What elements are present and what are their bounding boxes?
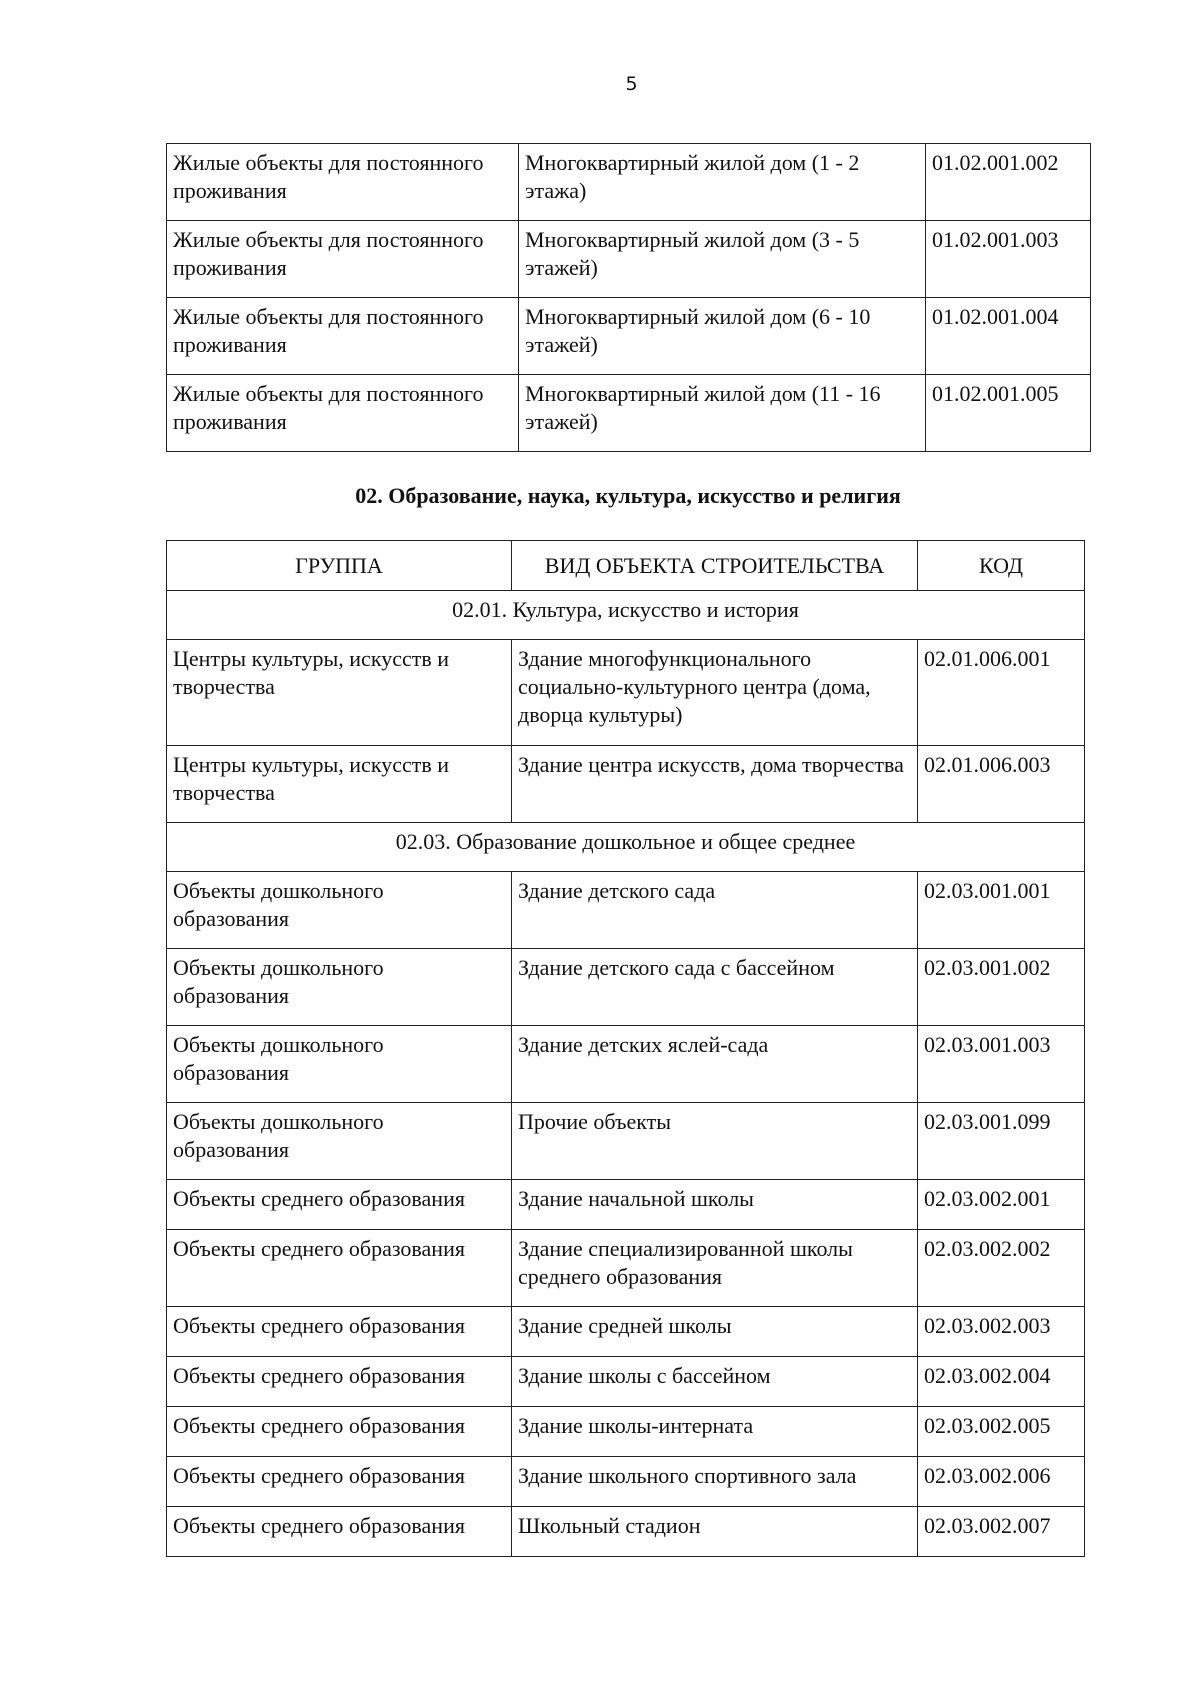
- subgroup-row: [167, 823, 1085, 872]
- group-cell: Объекты среднего образования: [167, 1507, 512, 1557]
- table-row: [167, 1507, 1085, 1557]
- group-cell: Объекты среднего образования: [167, 1457, 512, 1507]
- object-type-cell: Здание школы-интерната: [512, 1407, 918, 1457]
- object-type-cell: Прочие объекты: [512, 1103, 918, 1180]
- table-row: [167, 1357, 1085, 1407]
- education-objects-table: [166, 540, 1085, 1557]
- table-row: [167, 1230, 1085, 1307]
- group-cell: Центры культуры, искусств и творчества: [167, 746, 512, 823]
- group-cell: Объекты дошкольного образования: [167, 1103, 512, 1180]
- group-cell: Жилые объекты для постоянного проживания: [167, 144, 519, 221]
- table-row: [167, 1307, 1085, 1357]
- code-cell: 02.03.002.007: [918, 1507, 1085, 1557]
- object-type-cell: Здание школьного спортивного зала: [512, 1457, 918, 1507]
- group-cell: Объекты дошкольного образования: [167, 949, 512, 1026]
- table-row: [167, 1457, 1085, 1507]
- group-cell: Жилые объекты для постоянного проживания: [167, 221, 519, 298]
- table-row: [167, 640, 1085, 746]
- group-cell: Объекты дошкольного образования: [167, 872, 512, 949]
- code-cell: 02.03.001.001: [918, 872, 1085, 949]
- object-type-cell: Здание специализированной школы среднего образования: [512, 1230, 918, 1307]
- code-cell: 02.01.006.001: [918, 640, 1085, 746]
- table-row: [167, 872, 1085, 949]
- code-cell: 02.03.001.003: [918, 1026, 1085, 1103]
- group-cell: Объекты среднего образования: [167, 1407, 512, 1457]
- code-cell: 01.02.001.003: [926, 221, 1091, 298]
- code-cell: 01.02.001.005: [926, 375, 1091, 452]
- subgroup-row: [167, 591, 1085, 640]
- table-row: [167, 221, 1091, 298]
- object-type-cell: Многоквартирный жилой дом (3 - 5 этажей): [519, 221, 926, 298]
- table-header-row: [167, 541, 1085, 591]
- table-row: [167, 1407, 1085, 1457]
- code-cell: 02.03.002.006: [918, 1457, 1085, 1507]
- group-cell: Объекты среднего образования: [167, 1357, 512, 1407]
- group-cell: Объекты среднего образования: [167, 1180, 512, 1230]
- subgroup-heading-culture: 02.01. Культура, искусство и история: [167, 591, 1085, 640]
- object-type-cell: Здание детских яслей-сада: [512, 1026, 918, 1103]
- object-type-cell: Многоквартирный жилой дом (6 - 10 этажей): [519, 298, 926, 375]
- page-number: 5: [625, 73, 638, 95]
- object-type-cell: Здание центра искусств, дома творчества: [512, 746, 918, 823]
- table-row: [167, 1026, 1085, 1103]
- object-type-cell: Здание начальной школы: [512, 1180, 918, 1230]
- object-type-cell: Здание школы с бассейном: [512, 1357, 918, 1407]
- code-cell: 02.03.001.002: [918, 949, 1085, 1026]
- code-cell: 02.01.006.003: [918, 746, 1085, 823]
- column-header-code: КОД: [918, 541, 1085, 591]
- code-cell: 02.03.002.004: [918, 1357, 1085, 1407]
- object-type-cell: Здание детского сада: [512, 872, 918, 949]
- code-cell: 02.03.002.003: [918, 1307, 1085, 1357]
- object-type-cell: Здание детского сада с бассейном: [512, 949, 918, 1026]
- group-cell: Жилые объекты для постоянного проживания: [167, 375, 519, 452]
- table-row: [167, 298, 1091, 375]
- code-cell: 02.03.002.005: [918, 1407, 1085, 1457]
- code-cell: 02.03.001.099: [918, 1103, 1085, 1180]
- residential-objects-table: [166, 143, 1091, 452]
- section-heading: 02. Образование, наука, культура, искусство и религия: [355, 483, 901, 508]
- column-header-type: ВИД ОБЪЕКТА СТРОИТЕЛЬСТВА: [512, 541, 918, 591]
- code-cell: 02.03.002.001: [918, 1180, 1085, 1230]
- table-row: [167, 949, 1085, 1026]
- table-row: [167, 1180, 1085, 1230]
- code-cell: 02.03.002.002: [918, 1230, 1085, 1307]
- subgroup-heading-education: 02.03. Образование дошкольное и общее среднее: [167, 823, 1085, 872]
- table-row: [167, 1103, 1085, 1180]
- table-row: [167, 144, 1091, 221]
- object-type-cell: Здание многофункционального социально-культурного центра (дома, дворца культуры): [512, 640, 918, 746]
- table-row: [167, 375, 1091, 452]
- object-type-cell: Школьный стадион: [512, 1507, 918, 1557]
- group-cell: Объекты среднего образования: [167, 1307, 512, 1357]
- object-type-cell: Здание средней школы: [512, 1307, 918, 1357]
- code-cell: 01.02.001.002: [926, 144, 1091, 221]
- group-cell: Жилые объекты для постоянного проживания: [167, 298, 519, 375]
- table-row: [167, 746, 1085, 823]
- object-type-cell: Многоквартирный жилой дом (1 - 2 этажа): [519, 144, 926, 221]
- object-type-cell: Многоквартирный жилой дом (11 - 16 этажей): [519, 375, 926, 452]
- group-cell: Объекты среднего образования: [167, 1230, 512, 1307]
- column-header-group: ГРУППА: [167, 541, 512, 591]
- group-cell: Центры культуры, искусств и творчества: [167, 640, 512, 746]
- group-cell: Объекты дошкольного образования: [167, 1026, 512, 1103]
- code-cell: 01.02.001.004: [926, 298, 1091, 375]
